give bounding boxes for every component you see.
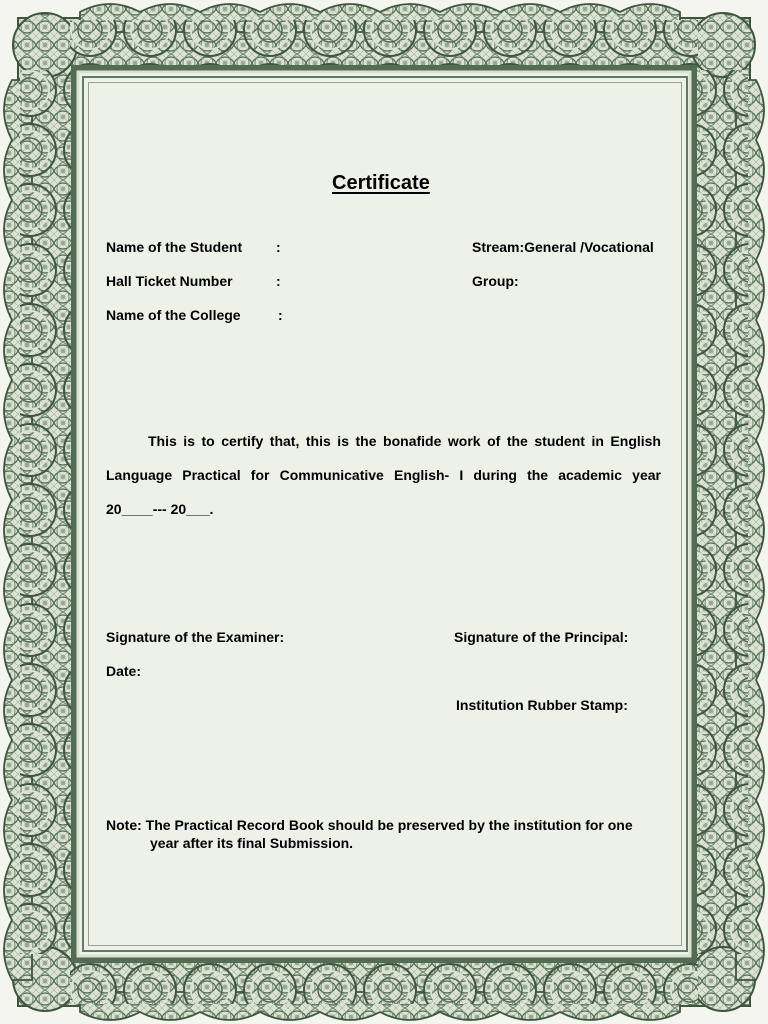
academic-year-line: 20____--- 20___.	[106, 501, 214, 517]
stream-label: Stream:General /Vocational	[472, 239, 654, 255]
certification-statement	[106, 424, 661, 526]
date-label: Date:	[106, 663, 142, 679]
student-name-colon: :	[276, 239, 281, 255]
institution-stamp-label: Institution Rubber Stamp:	[456, 697, 628, 713]
certification-line-2: Language Practical for Communicative English- I during the academic year	[106, 467, 661, 483]
preservation-note	[106, 816, 633, 852]
certificate-title: Certificate	[332, 172, 430, 194]
note-line-2: year after its final Submission.	[150, 835, 354, 851]
note-line-1: Note: The Practical Record Book should be preserved by the institution for one	[106, 817, 633, 833]
college-name-colon: :	[278, 307, 283, 323]
hall-ticket-colon: :	[276, 273, 281, 289]
student-name-label: Name of the Student	[106, 239, 243, 255]
certification-line-1: This is to certify that, this is the bonafide work of the student in English	[148, 433, 661, 449]
hall-ticket-label: Hall Ticket Number	[106, 273, 233, 289]
examiner-signature-label: Signature of the Examiner:	[106, 629, 285, 645]
group-label: Group:	[472, 273, 519, 289]
principal-signature-label: Signature of the Principal:	[454, 629, 629, 645]
college-name-label: Name of the College	[106, 307, 241, 323]
